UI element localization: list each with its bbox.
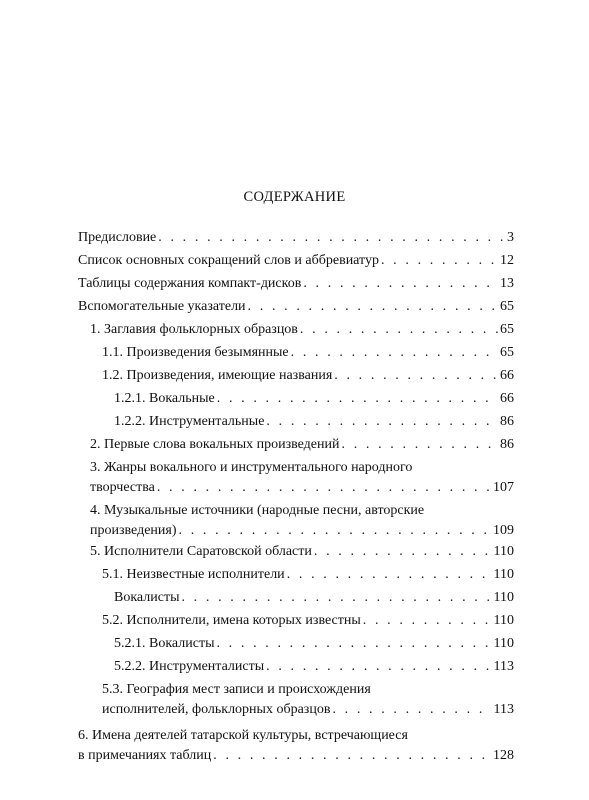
toc-entry-2[interactable]: [90, 435, 514, 455]
dot-leader: [157, 478, 491, 498]
dot-leader: [291, 343, 498, 363]
toc-entry-label: 1.1. Произведения безымянные: [102, 345, 289, 360]
dot-leader: [216, 634, 491, 654]
dot-leader: [181, 588, 491, 608]
toc-entry-label-line: 5.3. География мест записи и происхождения: [102, 682, 371, 697]
toc-page-number: 66: [500, 368, 514, 383]
toc-page-number: 65: [500, 299, 514, 314]
toc-page-number: 110: [493, 590, 514, 605]
toc-entry-label: 5.1. Неизвестные исполнители: [102, 567, 285, 582]
toc-entry-5-1-vocalists[interactable]: [114, 588, 514, 608]
toc-entry-cd-tables[interactable]: [78, 274, 514, 294]
toc-entry-auxiliary-indexes[interactable]: [78, 297, 514, 317]
toc-page-number: 113: [493, 702, 514, 717]
dot-leader: [266, 412, 498, 432]
dot-leader: [179, 521, 492, 541]
toc-entry-1[interactable]: [90, 320, 514, 340]
toc-entry-1-1[interactable]: [102, 343, 514, 363]
dot-leader: [217, 389, 498, 409]
toc-page-number: 65: [500, 322, 514, 337]
toc-entry-label: творчества: [90, 480, 155, 495]
dot-leader: [314, 542, 492, 562]
toc-entry-5-2-1[interactable]: [114, 634, 514, 654]
toc-entry-1-2[interactable]: [102, 366, 514, 386]
toc-entry-label: 1.2. Произведения, имеющие названия: [102, 368, 333, 383]
toc-page-number: 110: [493, 544, 514, 559]
toc-entry-label: 1.2.1. Вокальные: [114, 391, 215, 406]
toc-entry-label: 5.2.1. Вокалисты: [114, 636, 215, 651]
dot-leader: [334, 366, 498, 386]
toc-entry-label: Список основных сокращений слов и аббревиатур: [78, 253, 379, 268]
toc-page-number: 109: [493, 523, 514, 538]
toc-page-number: 110: [493, 636, 514, 651]
toc-entry-label: Предисловие: [78, 230, 157, 245]
dot-leader: [342, 435, 499, 455]
toc-entry-label: исполнителей, фольклорных образцов: [102, 702, 331, 717]
toc-entry-5-1[interactable]: [102, 565, 514, 585]
toc-entry-6[interactable]: [78, 726, 514, 766]
toc-page-number: 110: [493, 567, 514, 582]
toc-page-number: 86: [500, 414, 514, 429]
toc-entry-label: Вспомогательные указатели: [78, 299, 246, 314]
page-title: СОДЕРЖАНИЕ: [243, 189, 346, 205]
toc-page-number: 12: [500, 253, 514, 268]
toc-entry-label-line: 3. Жанры вокального и инструментального народного: [90, 460, 413, 475]
toc-entry-label: в примечаниях таблиц: [78, 748, 212, 763]
toc-entry-label: Таблицы содержания компакт-дисков: [78, 276, 302, 291]
dot-leader: [363, 611, 492, 631]
toc-entry-5-2-2[interactable]: [114, 657, 514, 677]
dot-leader: [300, 320, 498, 340]
toc-entry-5-2[interactable]: [102, 611, 514, 631]
toc-entry-1-2-1[interactable]: [114, 389, 514, 409]
dot-leader: [266, 657, 491, 677]
toc-entry-label-line: 6. Имена деятелей татарской культуры, встречающиеся: [78, 728, 408, 743]
toc-entry-label: 1.2.2. Инструментальные: [114, 414, 265, 429]
toc-entry-3[interactable]: [90, 458, 514, 498]
dot-leader: [381, 251, 498, 271]
dot-leader: [158, 228, 505, 248]
toc-entry-preface[interactable]: [78, 228, 514, 248]
toc-entry-label: 1. Заглавия фольклорных образцов: [90, 322, 298, 337]
toc-entry-label-line: 4. Музыкальные источники (народные песни, авторские: [90, 503, 425, 518]
dot-leader: [213, 746, 491, 766]
dot-leader: [332, 700, 491, 720]
toc-page-number: 86: [500, 437, 514, 452]
toc-entry-label: 5.2.2. Инструменталисты: [114, 659, 265, 674]
toc-entry-1-2-2[interactable]: [114, 412, 514, 432]
toc-page-number: 110: [493, 613, 514, 628]
toc-entry-label: 2. Первые слова вокальных произведений: [90, 437, 340, 452]
toc-page-number: 128: [493, 748, 514, 763]
toc-entry-4[interactable]: [90, 501, 514, 541]
toc-entry-5[interactable]: [90, 542, 514, 562]
toc-page-number: 66: [500, 391, 514, 406]
toc-page-number: 13: [500, 276, 514, 291]
toc-page-number: 113: [493, 659, 514, 674]
dot-leader: [287, 565, 492, 585]
toc-entry-label: Вокалисты: [114, 590, 180, 605]
toc-entry-label: 5.2. Исполнители, имена которых известны: [102, 613, 361, 628]
toc-entry-abbreviations[interactable]: [78, 251, 514, 271]
toc-entry-label: произведения): [90, 523, 177, 538]
dot-leader: [303, 274, 498, 294]
toc-entry-label: 5. Исполнители Саратовской области: [90, 544, 312, 559]
toc-page-number: 3: [507, 230, 514, 245]
dot-leader: [248, 297, 498, 317]
toc-page-number: 107: [493, 480, 514, 495]
toc-entry-5-3[interactable]: [102, 680, 514, 720]
toc-page-number: 65: [500, 345, 514, 360]
